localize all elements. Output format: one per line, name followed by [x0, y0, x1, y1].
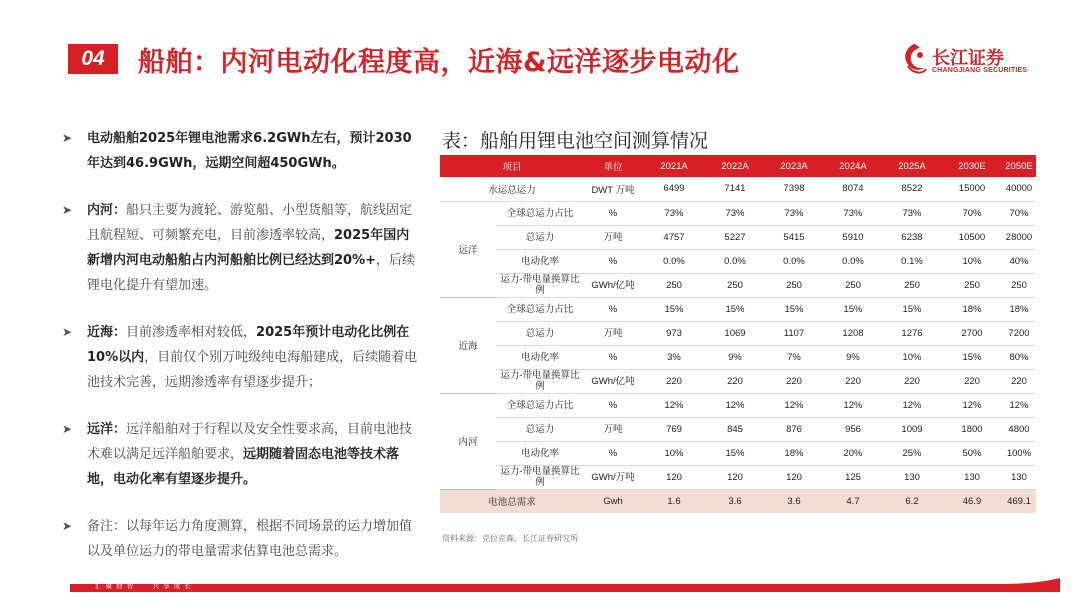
value-cell: 10% — [942, 249, 1002, 273]
value-cell: 3% — [642, 345, 706, 369]
metric-label: 电动化率 — [496, 249, 584, 273]
table-row — [440, 369, 1036, 393]
value-cell: 15% — [642, 297, 706, 321]
value-cell: 5910 — [824, 225, 882, 249]
arrow-icon: ➤ — [62, 325, 73, 339]
value-cell: 845 — [706, 417, 764, 441]
value-cell: 15% — [706, 297, 764, 321]
table-row — [440, 225, 1036, 249]
bullet-item — [62, 417, 422, 492]
value-cell: 40% — [1002, 249, 1036, 273]
bullet-item — [62, 126, 422, 176]
value-cell: 70% — [1002, 201, 1036, 225]
footer-slogan-right: 共 享 成 长 — [152, 582, 192, 590]
metric-label: 总运力 — [496, 225, 584, 249]
value-cell: 70% — [942, 201, 1002, 225]
value-cell: 6238 — [882, 225, 942, 249]
metric-label: 全球总运力占比 — [496, 393, 584, 417]
row-label: 水运总运力 — [440, 177, 584, 201]
value-cell: 0.0% — [824, 249, 882, 273]
value-cell: 10500 — [942, 225, 1002, 249]
unit-cell: Gwh — [584, 489, 642, 513]
value-cell: 8074 — [824, 177, 882, 201]
unit-cell: 万吨 — [584, 417, 642, 441]
unit-cell: 万吨 — [584, 321, 642, 345]
footer-slogan — [95, 581, 192, 590]
unit-cell: % — [584, 201, 642, 225]
value-cell: 12% — [764, 393, 824, 417]
unit-cell: % — [584, 441, 642, 465]
value-cell: 250 — [882, 273, 942, 297]
bullet-heading: 内河： — [87, 203, 127, 218]
unit-cell: GWh/万吨 — [584, 465, 642, 489]
value-cell: 18% — [1002, 297, 1036, 321]
company-logo — [900, 42, 1030, 78]
metric-label: 全球总运力占比 — [496, 201, 584, 225]
value-cell: 12% — [706, 393, 764, 417]
bullet-emphasis: 2025年预计电动化比例在10%以内 — [87, 325, 410, 365]
value-cell: 250 — [706, 273, 764, 297]
table-row — [440, 441, 1036, 465]
value-cell: 15% — [764, 297, 824, 321]
value-cell: 120 — [642, 465, 706, 489]
value-cell: 220 — [942, 369, 1002, 393]
value-cell: 25% — [882, 441, 942, 465]
source-note: 资料来源：克拉克森，长江证券研究所 — [442, 534, 578, 543]
value-cell: 250 — [942, 273, 1002, 297]
bullet-text: 备注：以每年运力角度测算，根据不同场景的运力增加值以及单位运力的带电量需求估算电池总需求。 — [87, 519, 413, 559]
table-header-row — [440, 155, 1036, 177]
unit-cell: GWh/亿吨 — [584, 273, 642, 297]
value-cell: 956 — [824, 417, 882, 441]
value-cell: 0.0% — [764, 249, 824, 273]
bullet-heading: 近海： — [87, 325, 127, 340]
metric-label: 运力-带电量换算比例 — [496, 465, 584, 489]
value-cell: 250 — [1002, 273, 1036, 297]
value-cell: 12% — [942, 393, 1002, 417]
table-title: 表：船舶用锂电池空间测算情况 — [442, 130, 709, 152]
value-cell: 1208 — [824, 321, 882, 345]
total-row — [440, 489, 1036, 513]
value-cell: 4.7 — [824, 489, 882, 513]
metric-label: 全球总运力占比 — [496, 297, 584, 321]
value-cell: 28000 — [1002, 225, 1036, 249]
value-cell: 50% — [942, 441, 1002, 465]
value-cell: 6499 — [642, 177, 706, 201]
value-cell: 73% — [706, 201, 764, 225]
value-cell: 73% — [882, 201, 942, 225]
metric-label: 电动化率 — [496, 441, 584, 465]
table-row — [440, 273, 1036, 297]
table-row — [440, 201, 1036, 225]
value-cell: 1107 — [764, 321, 824, 345]
bullet-text: ，后续锂电化提升有望加速。 — [87, 253, 416, 293]
value-cell: 3.6 — [764, 489, 824, 513]
unit-cell: % — [584, 297, 642, 321]
value-cell: 12% — [824, 393, 882, 417]
footer-band — [70, 578, 1060, 592]
unit-cell: % — [584, 393, 642, 417]
value-cell: 4757 — [642, 225, 706, 249]
value-cell: 80% — [1002, 345, 1036, 369]
unit-cell: % — [584, 345, 642, 369]
unit-cell: 万吨 — [584, 225, 642, 249]
value-cell: 7398 — [764, 177, 824, 201]
group-label: 远洋 — [440, 201, 496, 297]
table-row — [440, 465, 1036, 489]
value-cell: 130 — [942, 465, 1002, 489]
value-cell: 0.1% — [882, 249, 942, 273]
value-cell: 7200 — [1002, 321, 1036, 345]
metric-label: 总运力 — [496, 417, 584, 441]
header-cell: 2022A — [706, 155, 764, 177]
unit-cell: % — [584, 249, 642, 273]
table-row — [440, 417, 1036, 441]
value-cell: 130 — [882, 465, 942, 489]
header-cell: 2025A — [882, 155, 942, 177]
value-cell: 15% — [942, 345, 1002, 369]
header-cell: 2050E — [1002, 155, 1036, 177]
value-cell: 1800 — [942, 417, 1002, 441]
value-cell: 0.0% — [706, 249, 764, 273]
value-cell: 250 — [824, 273, 882, 297]
value-cell: 469.1 — [1002, 489, 1036, 513]
value-cell: 5415 — [764, 225, 824, 249]
value-cell: 2700 — [942, 321, 1002, 345]
value-cell: 250 — [642, 273, 706, 297]
value-cell: 876 — [764, 417, 824, 441]
value-cell: 769 — [642, 417, 706, 441]
value-cell: 6.2 — [882, 489, 942, 513]
value-cell: 1276 — [882, 321, 942, 345]
metric-label: 运力-带电量换算比例 — [496, 369, 584, 393]
footer-slogan-left: 汇 聚 财 智 — [95, 582, 135, 590]
value-cell: 100% — [1002, 441, 1036, 465]
value-cell: 73% — [824, 201, 882, 225]
arrow-icon: ➤ — [62, 203, 73, 217]
value-cell: 7141 — [706, 177, 764, 201]
value-cell: 15000 — [942, 177, 1002, 201]
value-cell: 1069 — [706, 321, 764, 345]
value-cell: 12% — [882, 393, 942, 417]
value-cell: 7% — [764, 345, 824, 369]
header-cell: 2024A — [824, 155, 882, 177]
value-cell: 0.0% — [642, 249, 706, 273]
group-label: 近海 — [440, 297, 496, 393]
row-label: 电池总需求 — [440, 489, 584, 513]
value-cell: 220 — [764, 369, 824, 393]
value-cell: 130 — [1002, 465, 1036, 489]
group-label: 内河 — [440, 393, 496, 489]
value-cell: 1.6 — [642, 489, 706, 513]
value-cell: 220 — [706, 369, 764, 393]
table-row — [440, 249, 1036, 273]
battery-demand-table — [440, 155, 1036, 513]
bullet-emphasis: 远期随着固态电池等技术落地，电动化率有望逐步提升。 — [87, 447, 400, 487]
bullet-text: 电动船舶2025年锂电池需求6.2GWh左右，预计2030年达到46.9GWh，远期空间超450GWh。 — [87, 131, 412, 171]
metric-label: 总运力 — [496, 321, 584, 345]
value-cell: 4800 — [1002, 417, 1036, 441]
table-row — [440, 345, 1036, 369]
value-cell: 18% — [942, 297, 1002, 321]
unit-cell: DWT 万吨 — [584, 177, 642, 201]
value-cell: 5227 — [706, 225, 764, 249]
value-cell: 40000 — [1002, 177, 1036, 201]
value-cell: 250 — [764, 273, 824, 297]
bullet-item — [62, 198, 422, 298]
header-cell: 2023A — [764, 155, 824, 177]
logo-cn-text: 长江证券 — [932, 48, 1004, 69]
value-cell: 10% — [642, 441, 706, 465]
bullet-item — [62, 514, 422, 564]
bullet-item — [62, 320, 422, 395]
value-cell: 120 — [764, 465, 824, 489]
arrow-icon: ➤ — [62, 519, 73, 533]
value-cell: 220 — [1002, 369, 1036, 393]
bullet-text: 目前渗透率相对较低， — [126, 325, 257, 340]
arrow-icon: ➤ — [62, 131, 73, 145]
value-cell: 12% — [1002, 393, 1036, 417]
bullet-text: 远洋船舶对于行程以及安全性要求高，目前电池技术难以满足远洋船舶要求， — [87, 422, 413, 462]
value-cell: 18% — [764, 441, 824, 465]
value-cell: 46.9 — [942, 489, 1002, 513]
header-cell: 2030E — [942, 155, 1002, 177]
bullet-emphasis: 2025年国内新增内河电动船舶占内河船舶比例已经达到20%+ — [87, 228, 410, 268]
logo-icon — [900, 42, 928, 76]
table-row — [440, 297, 1036, 321]
bullet-text: 船只主要为渡轮、游览船、小型货船等，航线固定且航程短、可频繁充电，目前渗透率较高， — [87, 203, 413, 243]
unit-cell: GWh/亿吨 — [584, 369, 642, 393]
value-cell: 15% — [706, 441, 764, 465]
value-cell: 20% — [824, 441, 882, 465]
section-badge: 04 — [68, 44, 118, 74]
value-cell: 973 — [642, 321, 706, 345]
value-cell: 73% — [764, 201, 824, 225]
metric-label: 电动化率 — [496, 345, 584, 369]
metric-label: 运力-带电量换算比例 — [496, 273, 584, 297]
table-row — [440, 177, 1036, 201]
value-cell: 15% — [882, 297, 942, 321]
value-cell: 1009 — [882, 417, 942, 441]
value-cell: 15% — [824, 297, 882, 321]
page-title: 船舶：内河电动化程度高，近海&远洋逐步电动化 — [138, 47, 740, 78]
value-cell: 120 — [706, 465, 764, 489]
value-cell: 8522 — [882, 177, 942, 201]
logo-en-text: CHANGJIANG SECURITIES — [932, 67, 1028, 74]
table-row — [440, 321, 1036, 345]
value-cell: 73% — [642, 201, 706, 225]
value-cell: 10% — [882, 345, 942, 369]
value-cell: 9% — [706, 345, 764, 369]
value-cell: 220 — [824, 369, 882, 393]
header-cell: 项目 — [440, 155, 584, 177]
value-cell: 3.6 — [706, 489, 764, 513]
table-row — [440, 393, 1036, 417]
header-cell: 2021A — [642, 155, 706, 177]
header-cell: 单位 — [584, 155, 642, 177]
value-cell: 12% — [642, 393, 706, 417]
value-cell: 9% — [824, 345, 882, 369]
bullet-list — [62, 126, 422, 586]
arrow-icon: ➤ — [62, 422, 73, 436]
bullet-heading: 远洋： — [87, 422, 127, 437]
value-cell: 220 — [642, 369, 706, 393]
value-cell: 125 — [824, 465, 882, 489]
bullet-text: ，目前仅个别万吨级纯电海船建成，后续随着电池技术完善，远期渗透率有望逐步提升； — [87, 350, 418, 390]
value-cell: 220 — [882, 369, 942, 393]
